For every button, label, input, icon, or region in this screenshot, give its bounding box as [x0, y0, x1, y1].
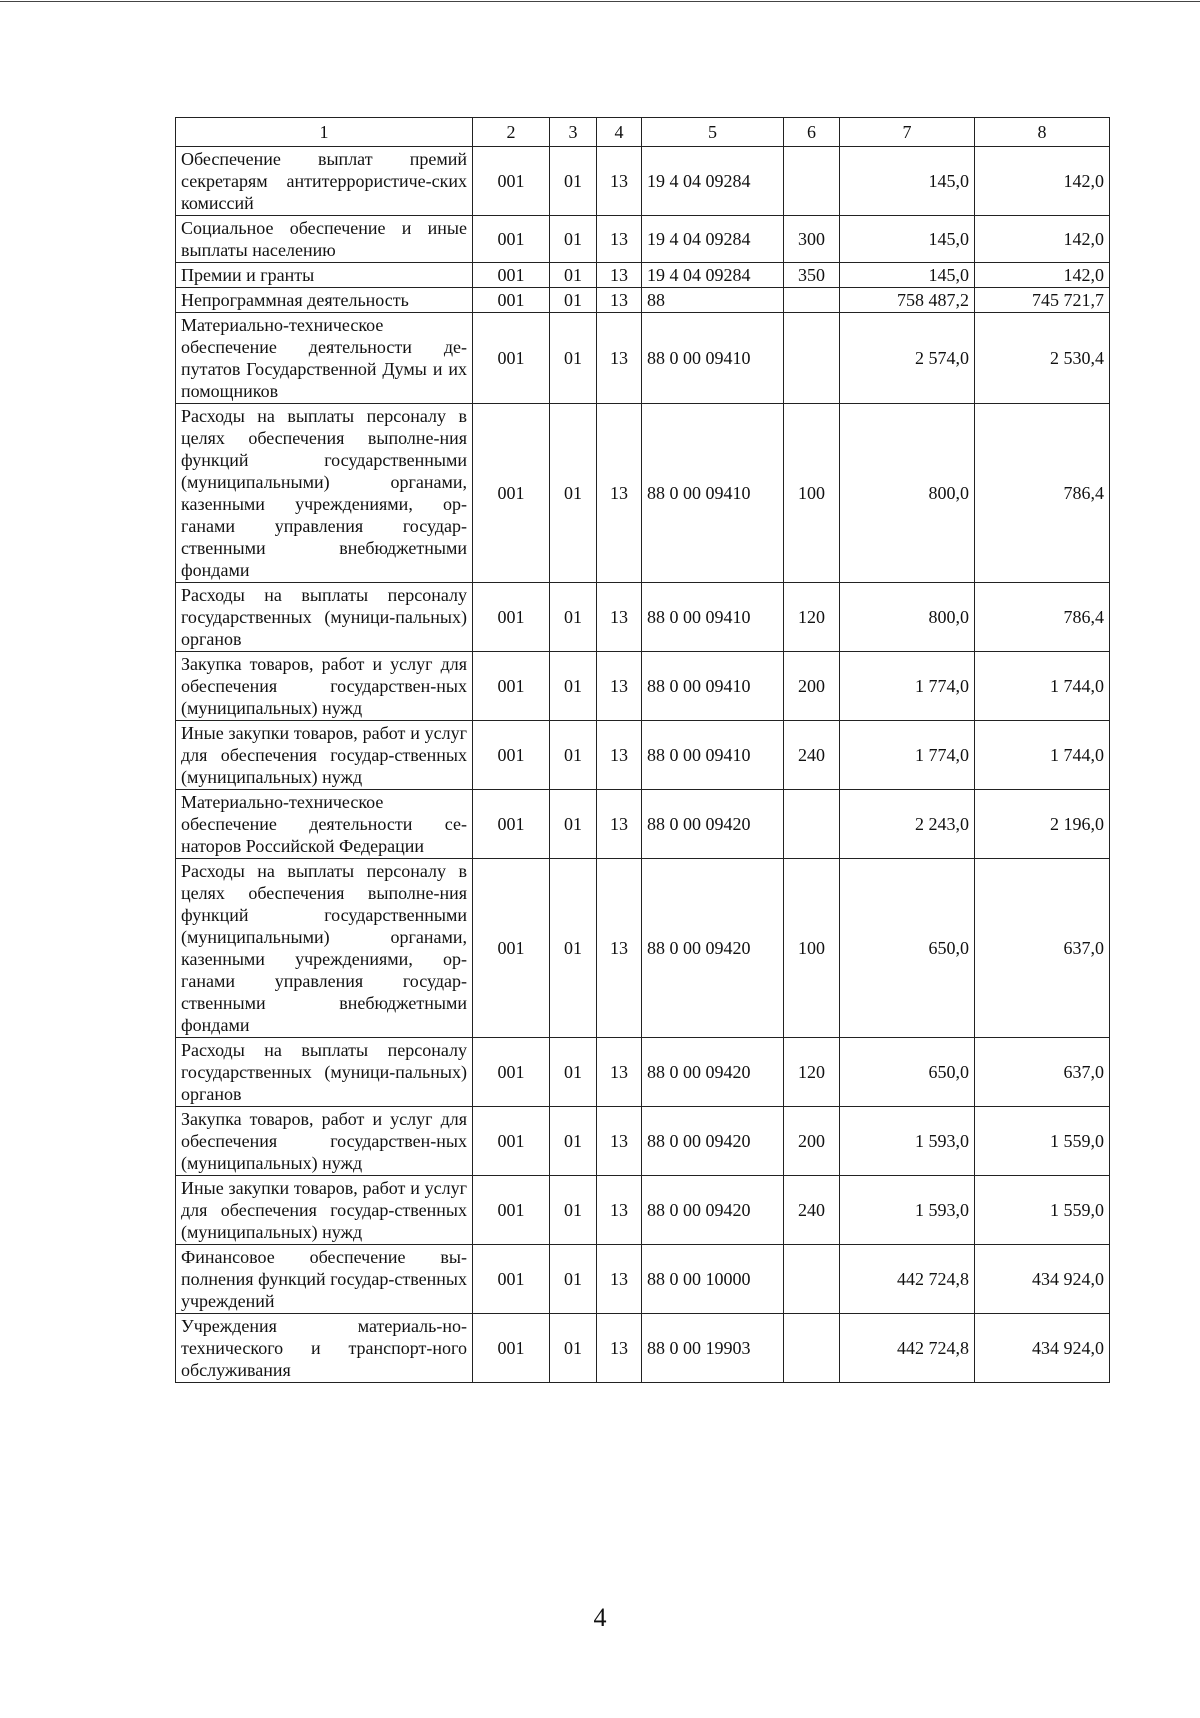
table-row — [176, 1038, 1110, 1107]
cell-ministry: 001 — [473, 288, 550, 313]
cell-expense-type: 120 — [784, 1038, 840, 1107]
row-name: Расходы на выплаты персоналу государственных (муници-пальных) органов — [176, 583, 473, 652]
cell-ministry: 001 — [473, 583, 550, 652]
cell-target-article: 88 0 00 09420 — [642, 859, 784, 1038]
header-col-5: 5 — [642, 118, 784, 147]
cell-amount-7: 650,0 — [840, 1038, 975, 1107]
cell-amount-8: 142,0 — [975, 216, 1110, 263]
cell-section: 01 — [550, 1107, 597, 1176]
cell-amount-7: 758 487,2 — [840, 288, 975, 313]
cell-section: 01 — [550, 1314, 597, 1383]
cell-target-article: 88 0 00 10000 — [642, 1245, 784, 1314]
cell-amount-7: 145,0 — [840, 147, 975, 216]
cell-subsection: 13 — [597, 404, 642, 583]
cell-expense-type: 240 — [784, 1176, 840, 1245]
cell-expense-type: 120 — [784, 583, 840, 652]
table-row — [176, 1176, 1110, 1245]
cell-amount-8: 1 559,0 — [975, 1107, 1110, 1176]
cell-subsection: 13 — [597, 859, 642, 1038]
cell-subsection: 13 — [597, 583, 642, 652]
cell-section: 01 — [550, 263, 597, 288]
row-name: Учреждения материаль-но-технического и транспорт-ного обслуживания — [176, 1314, 473, 1383]
cell-ministry: 001 — [473, 404, 550, 583]
row-name: Социальное обеспечение и иные выплаты населению — [176, 216, 473, 263]
cell-amount-8: 786,4 — [975, 583, 1110, 652]
cell-subsection: 13 — [597, 652, 642, 721]
scan-top-edge — [0, 1, 1200, 2]
table-row — [176, 790, 1110, 859]
cell-target-article: 19 4 04 09284 — [642, 216, 784, 263]
cell-amount-7: 650,0 — [840, 859, 975, 1038]
row-name: Материально-техническое обеспечение деятельности се-наторов Российской Федерации — [176, 790, 473, 859]
cell-subsection: 13 — [597, 1314, 642, 1383]
cell-expense-type — [784, 1314, 840, 1383]
table-row — [176, 404, 1110, 583]
row-name: Расходы на выплаты персоналу государственных (муници-пальных) органов — [176, 1038, 473, 1107]
cell-expense-type: 240 — [784, 721, 840, 790]
cell-expense-type — [784, 288, 840, 313]
cell-amount-8: 1 559,0 — [975, 1176, 1110, 1245]
cell-amount-7: 2 243,0 — [840, 790, 975, 859]
cell-subsection: 13 — [597, 1245, 642, 1314]
cell-amount-7: 1 774,0 — [840, 721, 975, 790]
cell-subsection: 13 — [597, 216, 642, 263]
cell-section: 01 — [550, 583, 597, 652]
cell-section: 01 — [550, 1038, 597, 1107]
table-row — [176, 859, 1110, 1038]
cell-amount-7: 442 724,8 — [840, 1314, 975, 1383]
cell-target-article: 19 4 04 09284 — [642, 147, 784, 216]
budget-table — [175, 117, 1110, 1383]
page-number: 4 — [593, 1603, 607, 1632]
cell-target-article: 88 0 00 09410 — [642, 583, 784, 652]
cell-expense-type — [784, 313, 840, 404]
cell-amount-7: 800,0 — [840, 404, 975, 583]
cell-expense-type: 100 — [784, 859, 840, 1038]
cell-expense-type: 350 — [784, 263, 840, 288]
cell-section: 01 — [550, 1245, 597, 1314]
table-row — [176, 1314, 1110, 1383]
cell-subsection: 13 — [597, 288, 642, 313]
cell-section: 01 — [550, 1176, 597, 1245]
cell-amount-7: 1 774,0 — [840, 652, 975, 721]
cell-target-article: 88 0 00 09420 — [642, 1038, 784, 1107]
row-name: Расходы на выплаты персоналу в целях обеспечения выполне-ния функций государственными (муниципальными) органами, казенными учреждениями, ор-ганами управления государ-ственными внебюджетными фондами — [176, 404, 473, 583]
header-col-1: 1 — [176, 118, 473, 147]
cell-amount-7: 442 724,8 — [840, 1245, 975, 1314]
cell-target-article: 88 0 00 09420 — [642, 790, 784, 859]
cell-ministry: 001 — [473, 263, 550, 288]
cell-target-article: 19 4 04 09284 — [642, 263, 784, 288]
header-col-4: 4 — [597, 118, 642, 147]
cell-amount-8: 1 744,0 — [975, 721, 1110, 790]
cell-ministry: 001 — [473, 216, 550, 263]
cell-section: 01 — [550, 721, 597, 790]
cell-ministry: 001 — [473, 1245, 550, 1314]
cell-expense-type: 300 — [784, 216, 840, 263]
cell-expense-type — [784, 147, 840, 216]
header-row — [176, 118, 1110, 147]
header-col-8: 8 — [975, 118, 1110, 147]
cell-subsection: 13 — [597, 263, 642, 288]
header-col-7: 7 — [840, 118, 975, 147]
row-name: Иные закупки товаров, работ и услуг для обеспечения государ-ственных (муниципальных) нужд — [176, 721, 473, 790]
cell-section: 01 — [550, 288, 597, 313]
cell-subsection: 13 — [597, 790, 642, 859]
table-row — [176, 216, 1110, 263]
table-row — [176, 652, 1110, 721]
cell-amount-8: 786,4 — [975, 404, 1110, 583]
table-row — [176, 313, 1110, 404]
row-name: Премии и гранты — [176, 263, 473, 288]
cell-expense-type: 200 — [784, 1107, 840, 1176]
cell-ministry: 001 — [473, 1176, 550, 1245]
cell-amount-7: 2 574,0 — [840, 313, 975, 404]
cell-section: 01 — [550, 216, 597, 263]
cell-section: 01 — [550, 859, 597, 1038]
cell-ministry: 001 — [473, 147, 550, 216]
cell-target-article: 88 0 00 19903 — [642, 1314, 784, 1383]
cell-subsection: 13 — [597, 313, 642, 404]
cell-ministry: 001 — [473, 652, 550, 721]
cell-amount-8: 2 196,0 — [975, 790, 1110, 859]
row-name: Материально-техническое обеспечение деятельности де-путатов Государственной Думы и их помощников — [176, 313, 473, 404]
cell-target-article: 88 — [642, 288, 784, 313]
row-name: Расходы на выплаты персоналу в целях обеспечения выполне-ния функций государственными (муниципальными) органами, казенными учреждениями, ор-ганами управления государ-ственными внебюджетными фондами — [176, 859, 473, 1038]
cell-section: 01 — [550, 790, 597, 859]
cell-section: 01 — [550, 404, 597, 583]
cell-subsection: 13 — [597, 147, 642, 216]
cell-amount-7: 145,0 — [840, 263, 975, 288]
header-col-3: 3 — [550, 118, 597, 147]
cell-section: 01 — [550, 313, 597, 404]
cell-ministry: 001 — [473, 721, 550, 790]
cell-amount-7: 145,0 — [840, 216, 975, 263]
cell-target-article: 88 0 00 09410 — [642, 652, 784, 721]
row-name: Финансовое обеспечение вы-полнения функций государ-ственных учреждений — [176, 1245, 473, 1314]
cell-section: 01 — [550, 147, 597, 216]
cell-target-article: 88 0 00 09410 — [642, 404, 784, 583]
cell-target-article: 88 0 00 09410 — [642, 313, 784, 404]
cell-amount-8: 637,0 — [975, 859, 1110, 1038]
cell-target-article: 88 0 00 09420 — [642, 1176, 784, 1245]
cell-subsection: 13 — [597, 721, 642, 790]
table-row — [176, 721, 1110, 790]
cell-expense-type — [784, 1245, 840, 1314]
cell-ministry: 001 — [473, 313, 550, 404]
row-name: Закупка товаров, работ и услуг для обеспечения государствен-ных (муниципальных) нужд — [176, 652, 473, 721]
row-name: Обеспечение выплат премий секретарям антитеррористиче-ских комиссий — [176, 147, 473, 216]
row-name: Непрограммная деятельность — [176, 288, 473, 313]
cell-ministry: 001 — [473, 859, 550, 1038]
table-row — [176, 263, 1110, 288]
cell-amount-8: 2 530,4 — [975, 313, 1110, 404]
cell-amount-7: 1 593,0 — [840, 1176, 975, 1245]
table-row — [176, 583, 1110, 652]
cell-subsection: 13 — [597, 1038, 642, 1107]
cell-amount-8: 745 721,7 — [975, 288, 1110, 313]
cell-amount-8: 434 924,0 — [975, 1245, 1110, 1314]
table-row — [176, 1107, 1110, 1176]
row-name: Иные закупки товаров, работ и услуг для обеспечения государ-ственных (муниципальных) нужд — [176, 1176, 473, 1245]
cell-amount-8: 637,0 — [975, 1038, 1110, 1107]
table-row — [176, 147, 1110, 216]
cell-ministry: 001 — [473, 1314, 550, 1383]
cell-ministry: 001 — [473, 1038, 550, 1107]
header-col-2: 2 — [473, 118, 550, 147]
table-row — [176, 1245, 1110, 1314]
cell-subsection: 13 — [597, 1176, 642, 1245]
cell-amount-8: 142,0 — [975, 263, 1110, 288]
row-name: Закупка товаров, работ и услуг для обеспечения государствен-ных (муниципальных) нужд — [176, 1107, 473, 1176]
cell-expense-type: 100 — [784, 404, 840, 583]
cell-amount-7: 800,0 — [840, 583, 975, 652]
header-col-6: 6 — [784, 118, 840, 147]
cell-expense-type — [784, 790, 840, 859]
cell-amount-8: 434 924,0 — [975, 1314, 1110, 1383]
cell-target-article: 88 0 00 09410 — [642, 721, 784, 790]
cell-ministry: 001 — [473, 790, 550, 859]
cell-subsection: 13 — [597, 1107, 642, 1176]
cell-target-article: 88 0 00 09420 — [642, 1107, 784, 1176]
cell-ministry: 001 — [473, 1107, 550, 1176]
cell-expense-type: 200 — [784, 652, 840, 721]
cell-amount-8: 1 744,0 — [975, 652, 1110, 721]
cell-section: 01 — [550, 652, 597, 721]
cell-amount-7: 1 593,0 — [840, 1107, 975, 1176]
cell-amount-8: 142,0 — [975, 147, 1110, 216]
table-row — [176, 288, 1110, 313]
